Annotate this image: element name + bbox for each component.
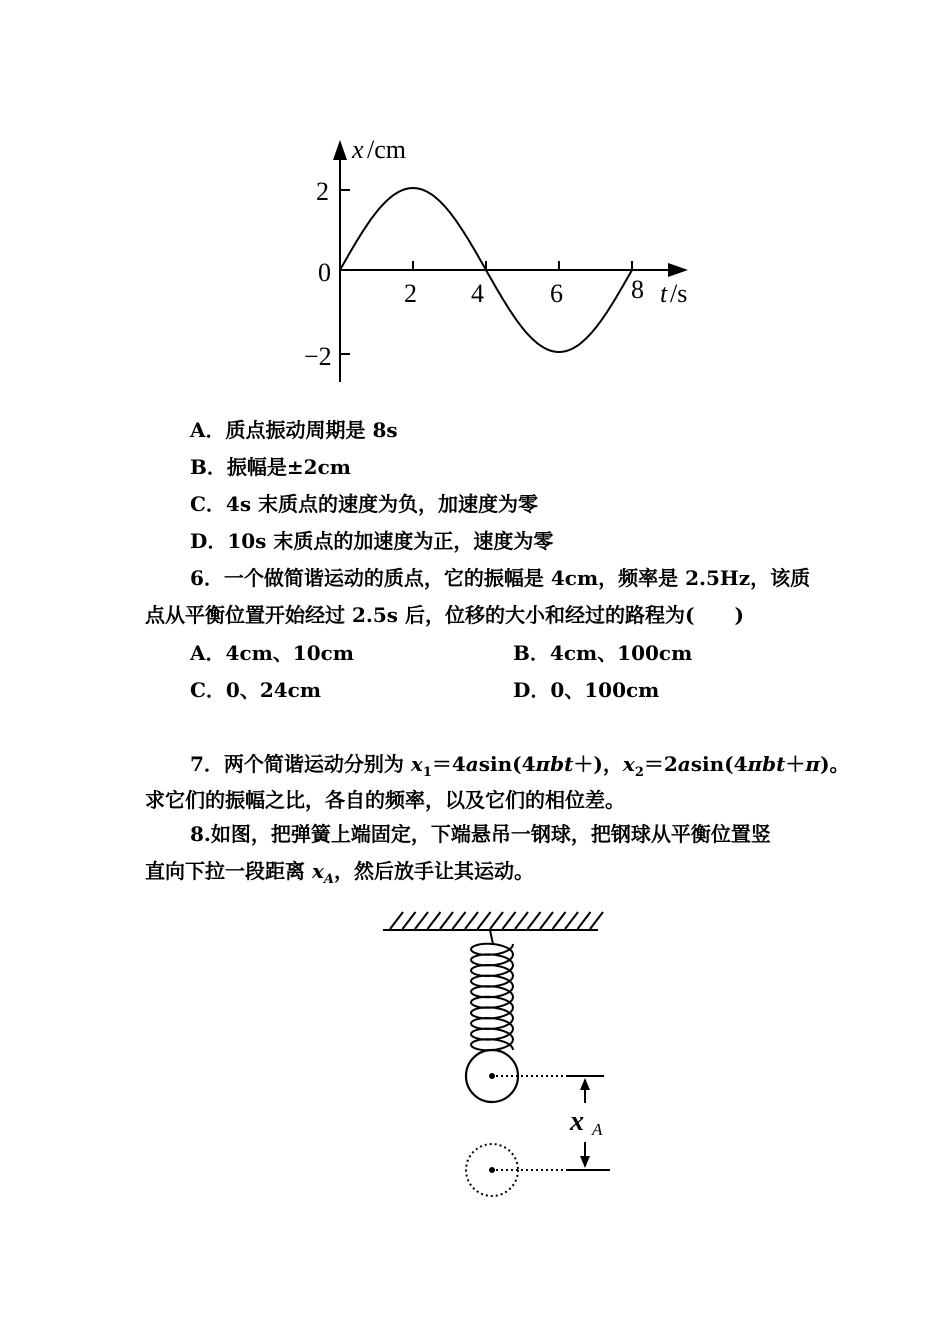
- q7-text-3: sin(4: [478, 752, 536, 776]
- q7-line2: 求它们的振幅之比，各自的频率，以及它们的相位差。: [145, 788, 625, 812]
- xa-label-sub: A: [592, 1120, 603, 1139]
- q7-x1: x: [410, 752, 423, 776]
- spring-coil: [471, 944, 513, 1050]
- ball-equilibrium-center: [489, 1073, 495, 1079]
- x-axis-unit: /s: [670, 279, 688, 308]
- q8-text-a: 直向下拉一段距离: [145, 859, 312, 883]
- q7-text-5: ＝2: [643, 752, 678, 776]
- q6-option-d-label: D．: [513, 678, 551, 702]
- q7-text-6: sin(4: [690, 752, 748, 776]
- q5-option-d-label: D．: [190, 529, 228, 553]
- q7-a2: a: [677, 752, 691, 776]
- hatch-mark: [403, 912, 416, 929]
- q5-option-b-text: 振幅是±2cm: [226, 455, 351, 479]
- hatch-mark: [490, 912, 503, 929]
- hatch-mark: [465, 912, 478, 929]
- q6-line2: 点从平衡位置开始经过 2.5s 后，位移的大小和经过的路程为( ): [145, 603, 744, 627]
- q5-option-c-label: C．: [190, 492, 226, 516]
- xa-label-var: x: [570, 1106, 584, 1137]
- q6-option-b-text: 4cm、100cm: [549, 641, 693, 665]
- ceiling-hatching: [390, 912, 603, 929]
- hatch-mark: [440, 912, 453, 929]
- q6-option-b-label: B．: [513, 641, 550, 665]
- q7-text-7: ＋: [785, 752, 806, 776]
- q7-x2: x: [622, 752, 635, 776]
- x-tick-6: 6: [550, 279, 563, 308]
- hatch-mark: [590, 912, 603, 929]
- q8-text-b: ，然后放手让其运动。: [334, 859, 534, 883]
- q6-line1: 6．一个做简谐运动的质点，它的振幅是 4cm，频率是 2.5Hz，该质: [190, 566, 811, 590]
- hatch-mark: [415, 912, 428, 929]
- q7-a1: a: [465, 752, 479, 776]
- hatch-mark: [453, 912, 466, 929]
- hatch-mark: [478, 912, 491, 929]
- hatch-mark: [553, 912, 566, 929]
- y-tick-neg2: −2: [304, 342, 332, 371]
- x-tick-2: 2: [404, 279, 417, 308]
- hatch-mark: [565, 912, 578, 929]
- y-axis-unit: /cm: [367, 135, 406, 164]
- y-axis-var: x: [352, 135, 364, 164]
- q5-option-a-text: 质点振动周期是 8s: [225, 418, 398, 442]
- ball-displaced-center: [489, 1167, 495, 1173]
- q5-option-a-label: A．: [190, 418, 226, 442]
- q5-option-c-text: 4s 末质点的速度为负，加速度为零: [225, 492, 539, 516]
- hatch-mark: [515, 912, 528, 929]
- q8-line1: 8.如图，把弹簧上端固定，下端悬吊一钢球，把钢球从平衡位置竖: [190, 822, 771, 846]
- q8-sub: A: [323, 872, 334, 887]
- q7-text-2: ＝4: [431, 752, 466, 776]
- q7-text-8: )。: [820, 752, 850, 776]
- q6-option-c-text: 0、24cm: [225, 678, 322, 702]
- spring-hook: [490, 930, 493, 944]
- q7-pi2: πbt: [747, 752, 786, 776]
- hatch-mark: [528, 912, 541, 929]
- hatch-mark: [428, 912, 441, 929]
- hatch-mark: [503, 912, 516, 929]
- q7-sub2: 2: [634, 765, 644, 780]
- hatch-mark: [578, 912, 591, 929]
- q7-text-4: ＋)，: [573, 752, 623, 776]
- q7-sub1: 1: [422, 765, 432, 780]
- hatch-mark: [540, 912, 553, 929]
- q6-option-c-label: C．: [190, 678, 226, 702]
- q5-option-d-text: 10s 末质点的加速度为正，速度为零: [227, 529, 554, 553]
- q8-var: x: [311, 859, 324, 883]
- x-tick-8: 8: [631, 275, 644, 304]
- x-axis-var: t: [660, 279, 668, 308]
- q6-option-a-label: A．: [190, 641, 226, 665]
- y-tick-0: 0: [318, 258, 331, 287]
- hatch-mark: [390, 912, 403, 929]
- q7-pi3: π: [805, 752, 821, 776]
- q7-text-1: 7．两个简谐运动分别为: [190, 752, 411, 776]
- q6-option-d-text: 0、100cm: [550, 678, 660, 702]
- q7-pi1: πbt: [535, 752, 574, 776]
- q5-option-b-label: B．: [190, 455, 227, 479]
- q6-option-a-text: 4cm、10cm: [225, 641, 354, 665]
- x-tick-4: 4: [471, 279, 484, 308]
- y-tick-2: 2: [316, 177, 329, 206]
